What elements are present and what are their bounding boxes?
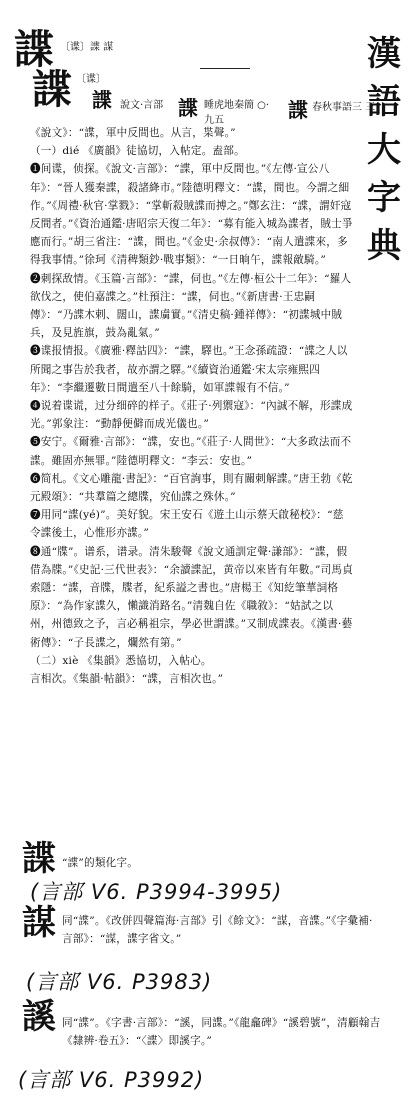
seal-form-3: 諜: [288, 98, 308, 122]
variant-definition: 同“諜”。《字書·言部》：“謑，同諜。”《龍龕碑》“謑碧號”，清顧翰吉《隸辨·卷五》：“〈諜〉即謑字。”: [62, 1017, 381, 1048]
definition-body: [30, 124, 354, 688]
headword-top: 諜: [14, 26, 54, 73]
variant-headword: 諜: [22, 839, 56, 879]
title-char: 大: [367, 130, 401, 170]
headword-main: 諜: [32, 66, 72, 113]
headword-bracket: 〔谍〕: [76, 74, 106, 85]
handwritten-note: (言部 V6. P3983): [26, 970, 213, 994]
paragraph: ❽通“牒”。谱系，谱录。清朱駿聲《說文通訓定聲·謙部》：“諜，假借為牒。”《史記·三代世表》：“余讀諜記，黄帝以來皆有年數。”司馬貞索隱：“諜，音牒，牒者，紀系謚之書也。”唐楊王《知紇筆華詞格原》：“為作家諜久，懶識消路名。”清魏自佐《職敘》：“姑試之以州，州德致之予，言必稱祖宗，學必世謂諜。”又制成諜表。《漢書·藝術傳》：“子長諜之，爛然有第。”: [30, 545, 354, 649]
paragraph: （二）xiè 《集韻》悉協切，入帖心。: [30, 654, 212, 667]
seal-form-2: 諜: [178, 96, 198, 120]
seal-form-2-source: 睡虎地秦簡 ○·九五: [204, 100, 270, 126]
paragraph: ❹说着谍谎，过分细碎的样子。《莊子·列禦寇》：“內誠不解，形諜成光。”郭象注：“動靜便僻而成光儀也。”: [30, 400, 353, 431]
variant-headword: 謀: [22, 903, 56, 943]
divider-rule: [200, 68, 250, 69]
paragraph: ❷刺探敌情。《玉篇·言部》：“諜，伺也。”《左傳·桓公十二年》：“羅人欲伐之，使伯嘉諜之。”杜預注：“諜，伺也。”《新唐書·王忠嗣傳》：“乃諜木剌、闊山，諜虜實。”《清史稿·鍾祥傳》：“初諜城中賊兵，及見旌旗，鼓為亂氣。”: [30, 272, 352, 340]
title-char: 語: [367, 82, 401, 122]
paragraph: ❼用同“諜(yé)”。美好貌。宋王安石《遊土山示蔡天啟秘校》：“慈令諜後土，心惟形亦諜。”: [30, 509, 344, 540]
paragraph: （一）dié 《廣韻》徒協切，入帖定。盍部。: [30, 145, 245, 158]
handwritten-note: (言部 V6. P3992): [18, 1068, 205, 1092]
title-char: 字: [367, 178, 401, 218]
seal-form-3-source: 春秋事語三 三: [312, 102, 376, 113]
variant-definition: “諜”的類化字。: [62, 857, 138, 869]
headword-forms: 〔谍〕諜 謀: [60, 42, 114, 53]
variant-headword: 謑: [22, 997, 56, 1037]
paragraph: 《說文》：“諜，軍中反間也。从言，枼聲。”: [30, 127, 236, 139]
title-char: 漢: [367, 34, 401, 74]
paragraph: ❸谍报情报。《廣雅·釋詁四》：“諜，驛也。”王念孫疏證：“諜之人以所聞之事告於我者，故亦謂之驛。”《續資治通鑑·宋太宗雍熙四年》：“李繼遷數日間遣至八十餘騎，如軍諜報有不信。”: [30, 345, 348, 394]
seal-form-1-source: 說文·言部: [120, 100, 164, 111]
title-char: 典: [367, 226, 401, 266]
handwritten-note: (言部 V6. P3994-3995): [30, 880, 283, 904]
paragraph: ❺安宁。《爾雅·言部》：“諜，安也。”《莊子·人間世》：“大多政法而不諜。雖固亦無罪。”陸德明釋文：“李云：安也。”: [30, 436, 352, 467]
paragraph: ❶间谍，侦探。《說文·言部》：“諜，軍中反間也。”《左傳·宣公八年》：“晉人獲秦諜，殺諸絳市。”陸德明釋文：“諜，間也。今謂之細作。”《周禮·秋官·掌戮》：“掌斬殺賊諜而搏之。”鄭玄注：“諜，謂奸寇反間者。”《資治通鑑·唐昭宗天復二年》：“募有能入城為諜者，賊士爭應而行。”胡三省注：“諜，間也。”《金史·余叔傳》：“南人遣諜來，多得我事情。”徐珂《清稗類鈔·戰事類》：“一日晌午，諜報敵騎。”: [30, 163, 353, 267]
dictionary-title: [363, 30, 405, 270]
paragraph: 言相次。《集韻·帖韻》：“諜，言相次也。”: [30, 673, 224, 686]
seal-form-1: 諜: [92, 88, 112, 112]
variant-definition: 同“諜”。《改併四聲篇海·言部》引《餘文》：“謀，音諜。”《字彙補·言部》：“謀，諜字省文。”: [62, 915, 373, 946]
paragraph: ❻简札。《文心雕龍·書記》：“百官詢事，則有關刺解諜。”唐王勃《乾元殿頌》：“共羣篇之總牒，究仙諜之殊休。”: [30, 472, 353, 504]
